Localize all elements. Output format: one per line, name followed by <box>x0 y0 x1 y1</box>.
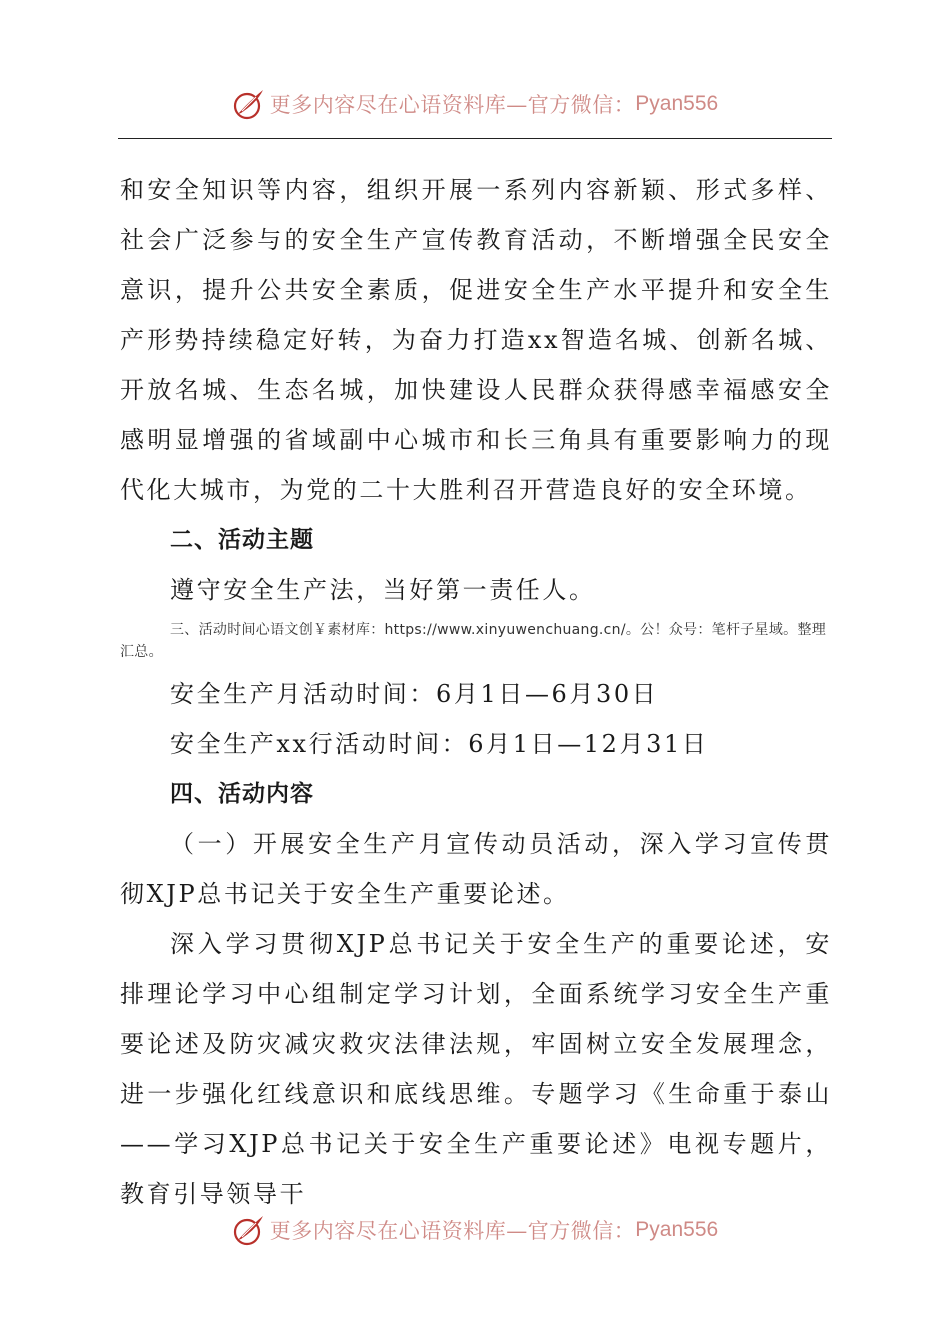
quill-pen-logo-icon <box>232 87 266 121</box>
time-xx: 安全生产xx行活动时间：6月1日—12月31日 <box>170 730 709 758</box>
header-divider <box>118 138 832 139</box>
intro-paragraph: 和安全知识等内容，组织开展一系列内容新颖、形式多样、社会广泛参与的安全生产宣传教育活动，不断增强全民安全意识，提升公共安全素质，促进安全生产水平提升和安全生产形势持续稳定好转，为奋力打造xx智造名城、创新名城、开放名城、生态名城，加快建设人民群众获得感幸福感安全感明显增强的省域副中心城市和长三角具有重要影响力的现代化大城市，为党的二十大胜利召开营造良好的安全环境。 <box>120 176 832 504</box>
document-body <box>120 165 832 1219</box>
time-month: 安全生产月活动时间：6月1日—6月30日 <box>170 680 659 708</box>
section3-note: 三、活动时间心语文创￥素材库：https://www.xinyuwenchuang.cn/。公！众号：笔杆子星域。整理汇总。 <box>120 622 827 660</box>
footer-wechat-id: Pyan556 <box>635 1218 719 1241</box>
section4-heading: 四、活动内容 <box>170 781 314 807</box>
item1-title: （一）开展安全生产月宣传动员活动，深入学习宣传贯彻XJP总书记关于安全生产重要论述。 <box>120 830 832 908</box>
quill-pen-logo-icon <box>232 1213 266 1247</box>
item1-body: 深入学习贯彻XJP总书记关于安全生产的重要论述，安排理论学习中心组制定学习计划，全面系统学习安全生产重要论述及防灾减灾救灾法律法规，牢固树立安全发展理念，进一步强化红线意识和底线思维。专题学习《生命重于泰山——学习XJP总书记关于安全生产重要论述》电视专题片，教育引导领导干 <box>120 930 832 1208</box>
header-wechat-id: Pyan556 <box>635 92 719 115</box>
section2-heading: 二、活动主题 <box>170 527 314 553</box>
header-banner-text: 更多内容尽在心语资料库—官方微信： <box>269 93 636 117</box>
footer-banner <box>0 1208 950 1252</box>
section2-theme: 遵守安全生产法，当好第一责任人。 <box>170 576 596 604</box>
header-banner <box>0 82 950 126</box>
footer-banner-text: 更多内容尽在心语资料库—官方微信： <box>269 1219 636 1243</box>
